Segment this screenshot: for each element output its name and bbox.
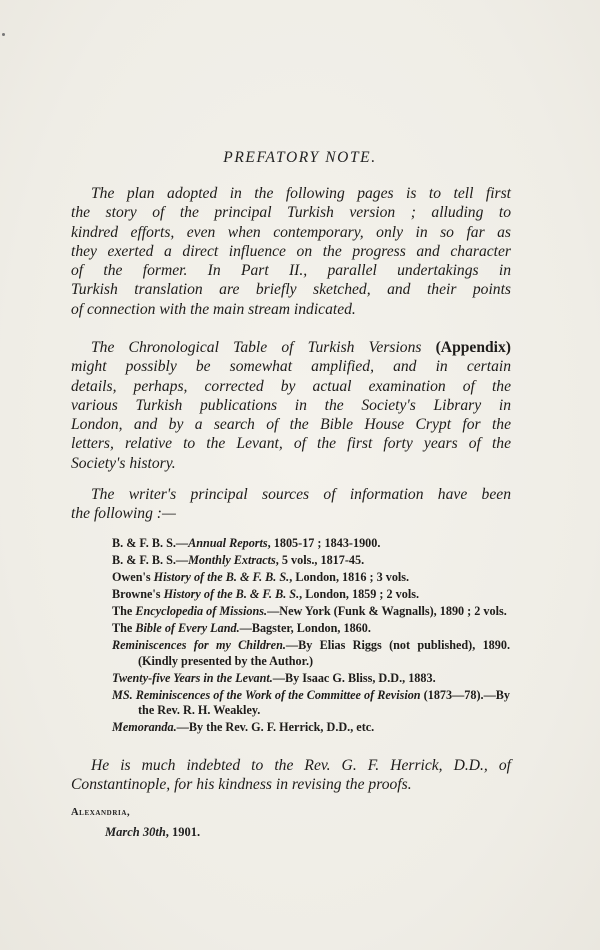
text-line: various Turkish publications in the Society's Library in <box>71 396 511 414</box>
source-prefix: B. & F. B. S.— <box>112 552 189 567</box>
text-line: the following :— <box>71 505 176 523</box>
text-line: they exerted a direct influence on the progress and character <box>71 242 511 260</box>
source-details: , London, 1816 ; 3 vols. <box>289 569 410 584</box>
source-title: History of the B. & F. B. S. <box>163 586 300 601</box>
source-item <box>112 553 510 569</box>
text-line: letters, relative to the Levant, of the first forty years of the <box>71 435 511 453</box>
source-details: , 5 vols., 1817-45. <box>275 552 365 567</box>
source-title: Twenty-five Years in the Levant. <box>112 670 273 685</box>
text-line: kindred efforts, even when contemporary, only in so far as <box>71 223 511 241</box>
text-line: Turkish translation are briefly sketched, and their points <box>71 281 511 299</box>
source-details: —By the Rev. G. F. Herrick, D.D., etc. <box>176 720 375 735</box>
source-title: Annual Reports <box>188 536 268 550</box>
signature-place: Alexandria, <box>71 807 131 818</box>
signature-date <box>105 825 200 840</box>
page-title: PREFATORY NOTE. <box>223 149 377 166</box>
source-details: (1873—78).—By the Rev. R. H. Weakley. <box>138 687 510 718</box>
source-title: Reminiscences for my Children. <box>112 637 286 652</box>
date-month: March 30 <box>105 825 156 839</box>
source-item <box>112 621 510 637</box>
source-item <box>112 536 510 552</box>
source-title: Memoranda. <box>112 720 177 735</box>
source-item <box>112 688 510 720</box>
appendix-reference: (Appendix) <box>435 339 511 356</box>
text-italic: The Chronological Table of Turkish Versions <box>91 339 436 356</box>
source-details: , 1805-17 ; 1843-1900. <box>267 536 381 550</box>
paragraph-plan <box>71 184 511 319</box>
source-item <box>112 570 510 586</box>
source-details: , London, 1859 ; 2 vols. <box>299 586 420 601</box>
source-item <box>112 720 510 736</box>
text-line: He is much indebted to the Rev. G. F. Herrick, D.D., of <box>91 757 511 774</box>
source-details: —By Elias Riggs (not published), 1890. (Kindly presented by the Author.) <box>138 637 510 668</box>
paragraph-chronological-table <box>71 338 511 473</box>
scan-speck <box>2 33 5 36</box>
paragraph-sources-intro <box>71 485 511 524</box>
text-line: of connection with the main stream indicated. <box>71 300 356 318</box>
source-item <box>112 638 510 670</box>
text-line: of the former. In Part II., parallel undertakings in <box>71 262 511 280</box>
date-year: , 1901. <box>165 825 201 839</box>
text-line: London, and by a search of the Bible House Crypt for the <box>71 416 511 434</box>
text-line <box>71 338 511 357</box>
source-title: History of the B. & F. B. S. <box>153 569 290 584</box>
text-line: Constantinople, for his kindness in revising the proofs. <box>71 776 412 794</box>
source-prefix: Browne's <box>112 586 164 601</box>
source-title: Bible of Every Land. <box>135 620 240 635</box>
text-line: The plan adopted in the following pages is to tell first <box>91 185 511 202</box>
source-title: Encyclopedia of Missions. <box>135 603 268 618</box>
source-title: MS. Reminiscences of the Work of the Committee of Revision <box>112 687 421 702</box>
source-details: —New York (Funk & Wagnalls), 1890 ; 2 vols. <box>267 603 507 618</box>
text-line: The writer's principal sources of information have been <box>91 486 511 503</box>
text-line: details, perhaps, corrected by actual examination of the <box>71 377 511 395</box>
source-prefix: The <box>112 620 136 635</box>
text-line: the story of the principal Turkish version ; alluding to <box>71 204 511 222</box>
source-title: Monthly Extracts <box>188 552 276 567</box>
source-prefix: The <box>112 603 136 618</box>
text-line: might possibly be somewhat amplified, and in certain <box>71 358 511 376</box>
source-item <box>112 587 510 603</box>
source-prefix: B. & F. B. S.— <box>112 536 189 550</box>
source-prefix: Owen's <box>112 569 154 584</box>
sources-list <box>112 536 510 737</box>
source-details: —By Isaac G. Bliss, D.D., 1883. <box>272 670 436 685</box>
text-line: Society's history. <box>71 454 176 472</box>
paragraph-acknowledgement <box>71 756 511 795</box>
date-suffix: th <box>155 825 166 839</box>
source-item <box>112 671 510 687</box>
source-details: —Bagster, London, 1860. <box>239 620 371 635</box>
source-item <box>112 604 510 620</box>
